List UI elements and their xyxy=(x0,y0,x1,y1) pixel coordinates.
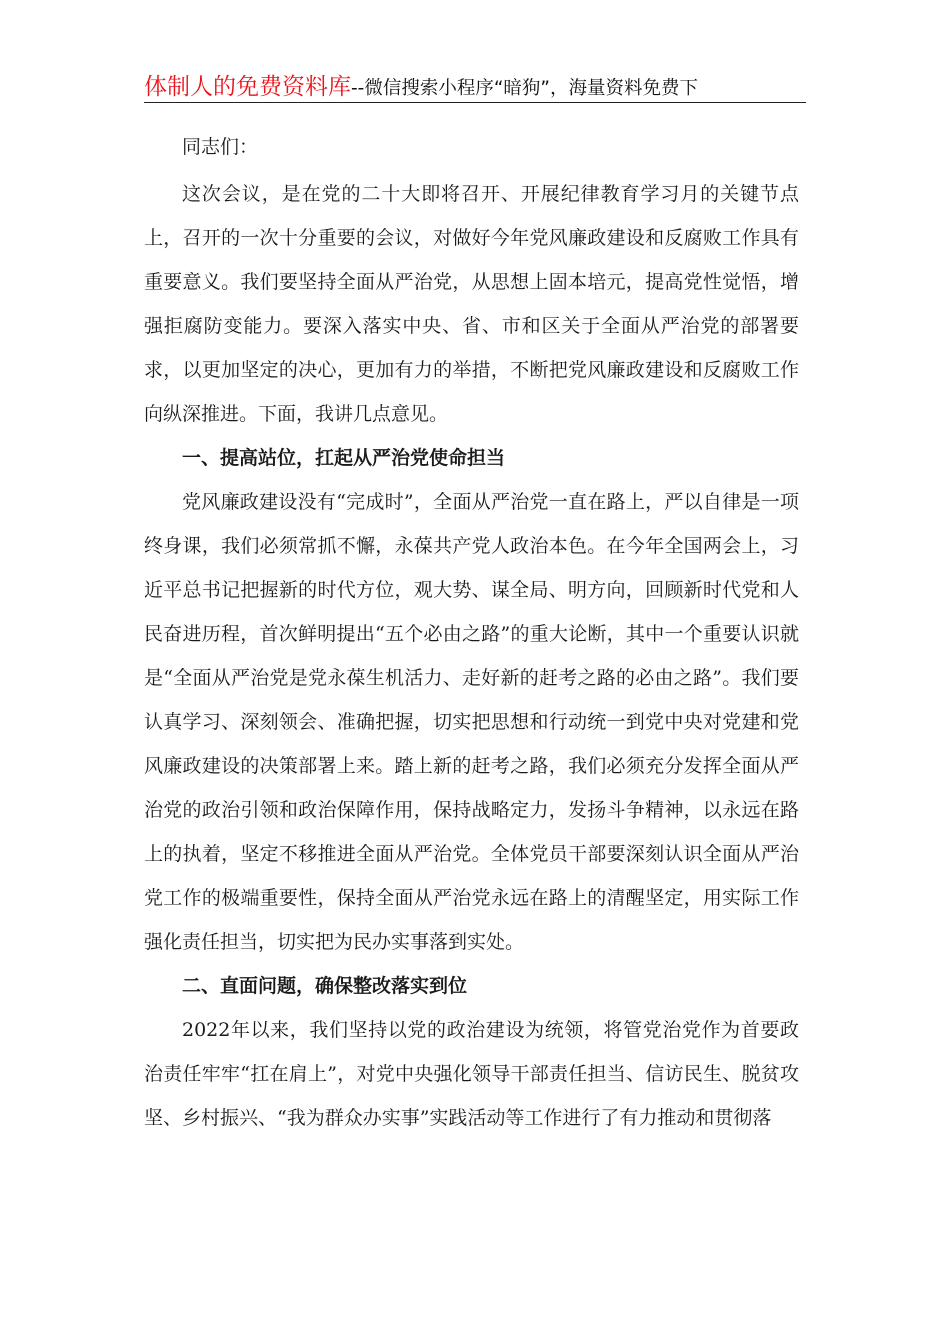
header-brand: 体制人的免费资料库 xyxy=(144,74,351,100)
section-2-paragraph: 2022年以来，我们坚持以党的政治建设为统领，将管党治党作为首要政治责任牢牢“扛在肩上”，对党中央强化领导干部责任担当、信访民生、脱贫攻坚、乡村振兴、“我为群众办实事”实践活动等工作进行了有力推动和贯彻落 xyxy=(144,1019,799,1129)
intro-paragraph: 这次会议，是在党的二十大即将召开、开展纪律教育学习月的关键节点上，召开的一次十分重要的会议，对做好今年党风廉政建设和反腐败工作具有重要意义。我们要坚持全面从严治党，从思想上固本培元，提高党性觉悟，增强拒腐防变能力。要深入落实中央、省、市和区关于全面从严治党的部署要求，以更加坚定的决心，更加有力的举措，不断把党风廉政建设和反腐败工作向纵深推进。下面，我讲几点意见。 xyxy=(144,183,799,425)
document-body xyxy=(144,124,799,1140)
section-1-paragraph: 党风廉政建设没有“完成时”，全面从严治党一直在路上，严以自律是一项终身课，我们必须常抓不懈，永葆共产党人政治本色。在今年全国两会上，习近平总书记把握新的时代方位，观大势、谋全局、明方向，回顾新时代党和人民奋进历程，首次鲜明提出“五个必由之路”的重大论断，其中一个重要认识就是“全面从严治党是党永葆生机活力、走好新的赶考之路的必由之路”。我们要认真学习、深刻领会、准确把握，切实把思想和行动统一到党中央对党建和党风廉政建设的决策部署上来。踏上新的赶考之路，我们必须充分发挥全面从严治党的政治引领和政治保障作用，保持战略定力，发扬斗争精神，以永远在路上的执着，坚定不移推进全面从严治党。全体党员干部要深刻认识全面从严治党工作的极端重要性，保持全面从严治党永远在路上的清醒坚定，用实际工作强化责任担当，切实把为民办实事落到实处。 xyxy=(144,491,799,953)
greeting: 同志们： xyxy=(182,136,259,158)
section-2-heading: 二、直面问题，确保整改落实到位 xyxy=(182,975,468,997)
header-tagline: --微信搜索小程序“暗狗”，海量资料免费下 xyxy=(351,78,699,99)
page-header xyxy=(144,68,806,103)
section-1-heading: 一、提高站位，扛起从严治党使命担当 xyxy=(182,447,506,469)
